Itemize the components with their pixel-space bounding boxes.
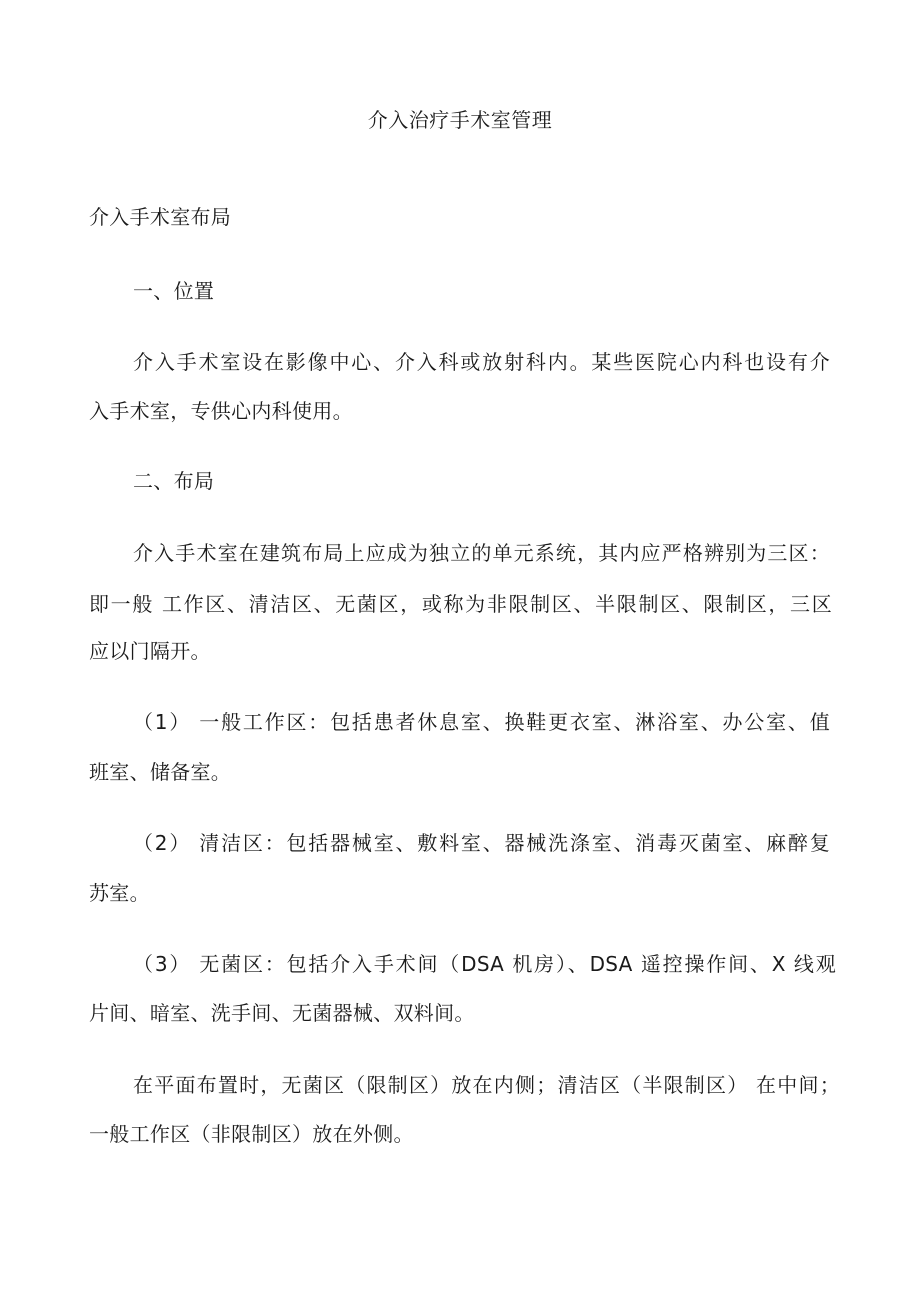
list-item-sterile-zone-line-2: 片间、暗室、洗手间、无菌器械、双料间。 [89,1001,475,1025]
list-item-general-zone-line-2: 班室、储备室。 [89,760,232,784]
paragraph-arrangement-line-1: 在平面布置时，无菌区（限制区）放在内侧；清洁区（半限制区） 在中间； [133,1073,840,1097]
section-heading: 介入手术室布局 [89,205,232,229]
paragraph-location-line-2: 入手术室，专供心内科使用。 [89,399,353,423]
list-item-clean-zone-line-2: 苏室。 [89,881,150,905]
paragraph-layout-line-2: 即一般 工作区、清洁区、无菌区，或称为非限制区、半限制区、限制区，三区 [89,592,832,616]
document-title: 介入治疗手术室管理 [367,108,553,132]
paragraph-arrangement-line-2: 一般工作区（非限制区）放在外侧。 [89,1122,414,1146]
list-item-sterile-zone-line-1: （3） 无菌区：包括介入手术间（DSA 机房）、DSA 遥控操作间、X 线观 [133,952,836,976]
subheading-location: 一、位置 [133,279,215,303]
paragraph-location-line-1: 介入手术室设在影像中心、介入科或放射科内。某些医院心内科也设有介 [133,350,830,374]
paragraph-layout-line-1: 介入手术室在建筑布局上应成为独立的单元系统，其内应严格辨别为三区： [133,541,830,565]
subheading-layout: 二、布局 [133,469,215,493]
paragraph-layout-line-3: 应以门隔开。 [89,639,211,663]
list-item-clean-zone-line-1: （2） 清洁区：包括器械室、敷料室、器械洗涤室、消毒灭菌室、麻醉复 [133,831,830,855]
list-item-general-zone-line-1: （1） 一般工作区：包括患者休息室、换鞋更衣室、淋浴室、办公室、值 [133,710,830,734]
